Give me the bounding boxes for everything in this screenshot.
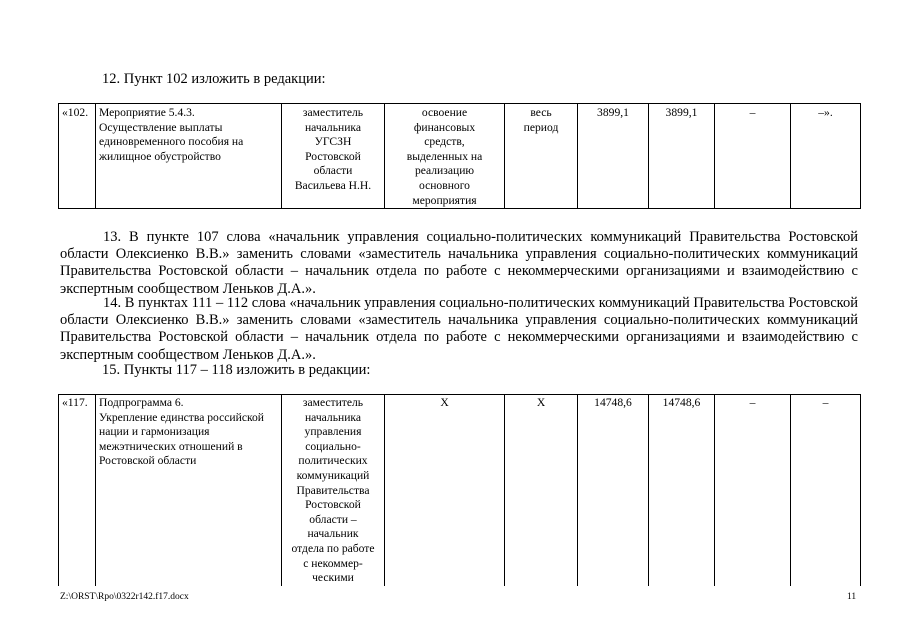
cell-amount-other: –». [791, 104, 861, 209]
table-item-102 [58, 103, 861, 209]
table-row [59, 395, 861, 586]
page-number: 11 [847, 592, 857, 602]
paragraph-14: 14. В пунктах 111 – 112 слова «начальник управления социально-политических коммуникаций Правительства Ростовской области Олексиенко В.В.» заменить словами «заместитель начальника управления социально-политических коммуникаций Правительства Ростовской области – начальник отдела по работе с некоммерческими организациями и взаимодействию с экспертным сообществом Леньков Д.А.». [60, 295, 858, 363]
cell-result: X [385, 395, 505, 586]
cell-responsible: заместитель начальника управления социально- политических коммуникаций Правительства Ростовской области – начальник отдела по работе с некоммер- ческими [282, 395, 385, 586]
paragraph-13: 13. В пункте 107 слова «начальник управления социально-политических коммуникаций Правительства Ростовской области Олексиенко В.В.» заменить словами «заместитель начальника управления социально-политических коммуникаций Правительства Ростовской области – начальник отдела по работе с некоммерческими организациями и взаимодействию с экспертным сообществом Леньков Д.А.». [60, 229, 858, 297]
cell-responsible: заместитель начальника УГСЗН Ростовской области Васильева Н.Н. [282, 104, 385, 209]
cell-activity: Подпрограмма 6. Укрепление единства российской нации и гармонизация межэтнических отношений в Ростовской области [96, 395, 282, 586]
cell-activity: Мероприятие 5.4.3. Осуществление выплаты единовременного пособия на жилищное обустройство [96, 104, 282, 209]
cell-amount-total: 14748,6 [578, 395, 649, 586]
cell-amount-total: 3899,1 [578, 104, 649, 209]
table-row [59, 104, 861, 209]
cell-amount-regional: 14748,6 [649, 395, 715, 586]
cell-number: «102. [59, 104, 96, 209]
footer-file-path: Z:\ORST\Rpo\0322r142.f17.docx [60, 592, 189, 602]
cell-period: весь период [505, 104, 578, 209]
cell-number: «117. [59, 395, 96, 586]
heading-item-12: 12. Пункт 102 изложить в редакции: [102, 71, 326, 87]
cell-amount-regional: 3899,1 [649, 104, 715, 209]
cell-result: освоение финансовых средств, выделенных на реализацию основного мероприятия [385, 104, 505, 209]
heading-item-15: 15. Пункты 117 – 118 изложить в редакции: [102, 362, 371, 378]
cell-amount-other: – [791, 395, 861, 586]
cell-amount-federal: – [715, 395, 791, 586]
table-item-117 [58, 394, 861, 586]
cell-period: X [505, 395, 578, 586]
cell-amount-federal: – [715, 104, 791, 209]
